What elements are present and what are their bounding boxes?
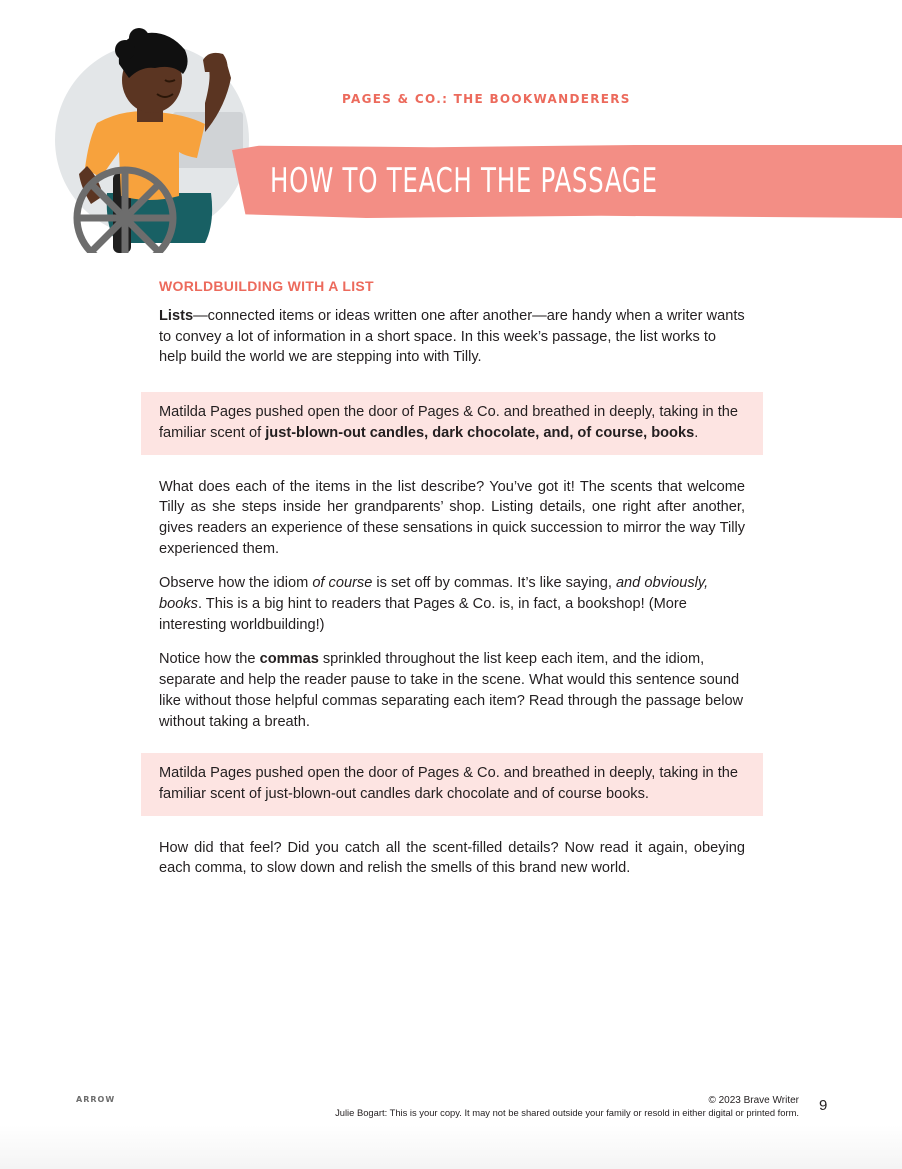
footer-logo: ARROW xyxy=(76,1095,116,1104)
page-title: HOW TO TEACH THE PASSAGE xyxy=(270,161,658,201)
idiom-text-3: . This is a big hint to readers that Pages & Co. is, in fact, a bookshop! (More interesting worldbuilding!) xyxy=(159,596,687,633)
page-number: 9 xyxy=(819,1097,828,1114)
commas-bold: commas xyxy=(259,651,319,668)
section-heading: WORLDBUILDING WITH A LIST xyxy=(159,278,374,294)
idiom-paragraph xyxy=(159,573,745,635)
closing-paragraph: How did that feel? Did you catch all the scent-filled details? Now read it again, obeying each comma, to slow down and relish the smells of this brand new world. xyxy=(159,839,745,877)
idiom-text-1: Observe how the idiom xyxy=(159,575,313,592)
idiom-text-2: is set off by commas. It’s like saying, xyxy=(372,575,616,592)
intro-paragraph xyxy=(159,306,745,368)
character-illustration xyxy=(55,28,265,253)
commas-paragraph xyxy=(159,649,745,732)
intro-term: Lists xyxy=(159,308,194,324)
intro-text: —connected items or ideas written one after another—are handy when a writer wants to convey a lot of information in a short space. In this week’s passage, the list works to help build the world we are stepping into with Tilly. xyxy=(159,308,745,366)
passage-text xyxy=(159,402,745,443)
footer-copyright: © 2023 Brave Writer xyxy=(708,1095,799,1106)
passage-list-bold: just-blown-out candles, dark chocolate, and, of course, books xyxy=(265,424,695,441)
idiom-italic-1: of course xyxy=(312,575,373,592)
commas-text-1: Notice how the xyxy=(159,651,260,668)
commas-text-2: sprinkled throughout the list keep each item, and the idiom, separate and help the reader pause to take in the scene. What would this sentence sound like without those helpful commas separating each item? Read through the passage below without taking a breath. xyxy=(159,651,744,730)
passage-text-end: . xyxy=(694,424,699,441)
passage-text-start: Matilda Pages pushed open the door of Pages & Co. and breathed in deeply, taking in the familiar scent of xyxy=(159,404,739,441)
main-content xyxy=(159,276,745,879)
passage-no-commas-text: Matilda Pages pushed open the door of Pages & Co. and breathed in deeply, taking in the familiar scent of just-blown-out candles dark chocolate and of course books. xyxy=(159,765,739,802)
footer-license: Julie Bogart: This is your copy. It may not be shared outside your family or resold in either digital or printed form. xyxy=(335,1107,799,1118)
idiom-italic-2: and obviously, books xyxy=(159,575,709,613)
bottom-shade xyxy=(0,1125,902,1169)
passage-no-commas-callout xyxy=(141,753,763,815)
series-title: PAGES & CO.: THE BOOKWANDERERS xyxy=(342,92,631,106)
passage-callout xyxy=(141,392,763,454)
explanation-paragraph: What does each of the items in the list describe? You’ve got it! The scents that welcome Tilly as she steps inside her grandparents’ shop. Listing details, one right after another, gives readers an experience of these sensations in quick succession to mirror the way Tilly experienced them. xyxy=(159,478,745,557)
